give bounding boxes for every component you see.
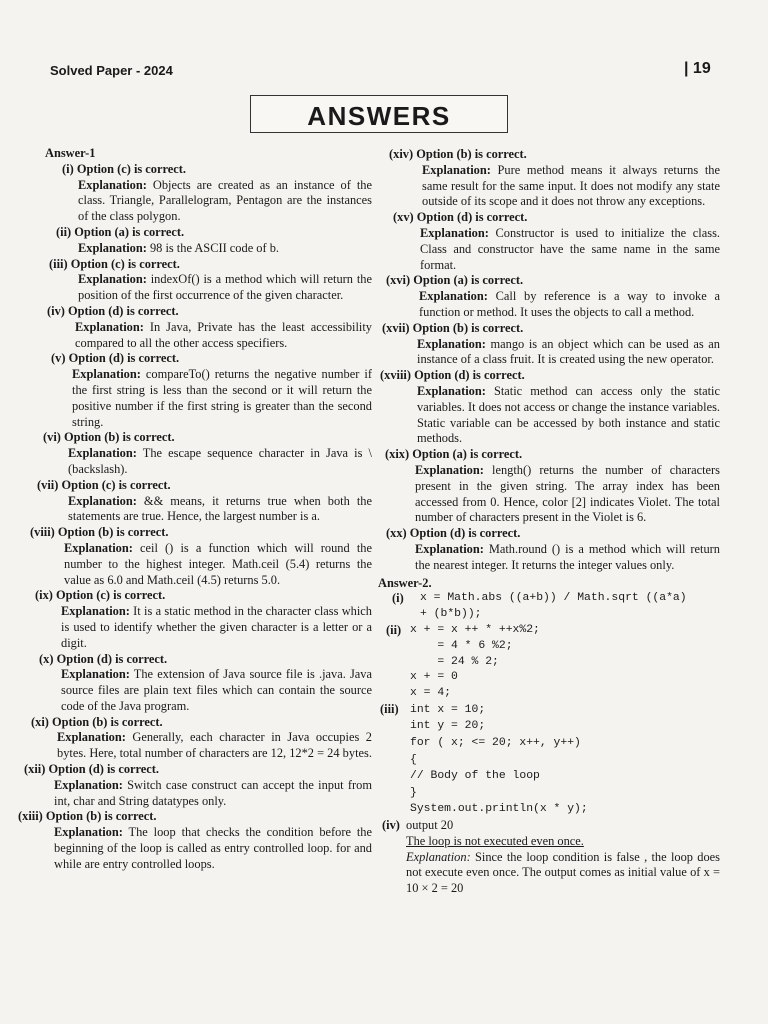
answers-title-box xyxy=(250,95,508,133)
item-number: (x) xyxy=(39,651,54,666)
explanation-label: Explanation: xyxy=(75,319,144,334)
option-text: Option (d) is correct. xyxy=(414,368,525,383)
item-number: (xix) xyxy=(385,447,410,462)
option-text: Option (c) is correct. xyxy=(70,256,180,271)
item-number: (i) xyxy=(62,161,74,176)
page-title: ANSWERS xyxy=(307,101,451,131)
code-line: x + = 0 xyxy=(410,671,458,684)
option-text: Option (a) is correct. xyxy=(412,447,523,462)
item-number: (xiv) xyxy=(389,147,414,161)
explanation-text: length() returns the number of characters present in the given string. The array index has been accessed from 0. Hence, color [2] indicates Violet. The total number of characters present in the Violet is 6. xyxy=(415,462,720,525)
option-text: Option (b) is correct. xyxy=(52,714,163,729)
explanation-text: The loop that checks the condition before the beginning of the loop is called as entry controlled loop. for and while are entry controlled loops. xyxy=(54,825,372,871)
answer-2-iii xyxy=(380,702,720,818)
explanation-text: Math.round () is a method which will return the nearest integer. It returns the integer values only. xyxy=(415,541,720,572)
explanation-text: Call by reference is a way to invoke a function or method. It uses the objects to call a method. xyxy=(419,289,720,319)
option-text: Option (c) is correct. xyxy=(76,161,186,176)
item-number: (vii) xyxy=(37,477,59,492)
option-text: Option (b) is correct. xyxy=(45,809,157,824)
explanation-label: Explanation: xyxy=(61,604,130,619)
option-text: Option (d) is correct. xyxy=(409,526,521,541)
code-line: } xyxy=(410,786,417,799)
item-number: (ix) xyxy=(35,588,53,603)
explanation-text: The escape sequence character in Java is \ (backslash). xyxy=(68,446,372,476)
explanation-label: Explanation: xyxy=(422,162,491,177)
answer-1-heading: Answer-1 xyxy=(45,146,96,160)
explanation-label: Explanation: xyxy=(54,777,123,792)
answer-2-heading: Answer-2. xyxy=(378,575,432,590)
answer-item xyxy=(20,257,372,304)
code-line: x = Math.abs ((a+b)) / Math.sqrt ((a*a) xyxy=(420,592,687,605)
code-line: // Body of the loop xyxy=(410,770,540,783)
explanation-label: Explanation: xyxy=(415,541,484,556)
item-number: (xiii) xyxy=(18,809,43,824)
explanation-text: indexOf() is a method which will return the position of the first occurrence of the given character. xyxy=(78,272,372,303)
item-number: (i) xyxy=(392,591,404,606)
explanation-text: compareTo() returns the negative number if the first string is less than the second or it will return the positive number if the first string is greater than the second string. xyxy=(72,367,372,429)
explanation-text: Generally, each character in Java occupies 2 bytes. Here, total number of characters are 12, 12*2 = 24 bytes. xyxy=(57,730,372,761)
explanation-label: Explanation: xyxy=(419,289,488,304)
code-line: int y = 20; xyxy=(410,720,486,733)
explanation-text: ceil () is a function which will round the number to the highest integer. Math.ceil (5.4) returns the value as 6.0 and Math.ceil (4.5) returns 5.0. xyxy=(64,540,372,587)
item-number: (xii) xyxy=(24,762,46,777)
answer-item xyxy=(378,210,720,273)
code-line: x = 4; xyxy=(410,687,452,700)
explanation-label: Explanation: xyxy=(61,667,130,682)
option-text: Option (b) is correct. xyxy=(64,430,175,445)
explanation-text: Since the loop condition is false , the loop does not execute even once. The output comes as initial value of x = 10 × 2 = 20 xyxy=(406,849,720,896)
explanation-label: Explanation: xyxy=(68,446,137,461)
item-number: (xvii) xyxy=(382,320,410,335)
explanation-text: Pure method means it always returns the same result for the same input. It does not modify any state outside of its scope and it does not throw any exceptions. xyxy=(422,162,720,209)
explanation-text: Static method can access only the static variables. It does not access or change the instance variables. Static variable can be accessed by both instance and static methods. xyxy=(417,383,720,446)
answer-item xyxy=(20,304,372,351)
answer-2-iv xyxy=(382,818,720,897)
answer-item xyxy=(20,525,372,588)
item-number: (iv) xyxy=(47,303,65,318)
explanation-text: Switch case construct can accept the input from int, char and String datatypes only. xyxy=(54,777,372,808)
item-number: (ii) xyxy=(386,622,402,637)
answer-item xyxy=(378,368,720,447)
answer-item xyxy=(378,147,720,210)
code-line: for ( x; <= 20; x++, y++) xyxy=(410,737,581,750)
answer-item xyxy=(20,588,372,651)
answer-item xyxy=(20,478,372,525)
answer-item xyxy=(20,162,372,225)
option-text: Option (d) is correct. xyxy=(416,210,528,225)
code-line: { xyxy=(410,753,417,766)
code-line: + (b*b)); xyxy=(420,608,482,621)
item-number: (xviii) xyxy=(380,368,411,383)
item-number: (xx) xyxy=(386,526,407,541)
item-number: (xvi) xyxy=(386,273,411,288)
item-number: (xv) xyxy=(393,210,414,225)
explanation-label: Explanation: xyxy=(415,462,484,477)
answer-item xyxy=(378,526,720,573)
explanation-label: Explanation: xyxy=(78,240,147,255)
explanation-text: In Java, Private has the least accessibility compared to all the other access specifiers. xyxy=(75,319,372,350)
explanation-label: Explanation: xyxy=(72,367,141,382)
underlined-statement: The loop is not executed even once. xyxy=(406,833,584,848)
running-header: Solved Paper - 2024 xyxy=(50,63,173,78)
option-text: Option (a) is correct. xyxy=(413,273,524,288)
option-text: Option (b) is correct. xyxy=(57,525,169,540)
item-number: (xi) xyxy=(31,714,49,729)
explanation-label: Explanation: xyxy=(417,336,486,351)
item-number: (ii) xyxy=(56,224,72,239)
explanation-label: Explanation: xyxy=(54,825,123,840)
item-number: (iv) xyxy=(382,818,400,833)
option-text: Option (d) is correct. xyxy=(48,762,160,777)
explanation-label: Explanation: xyxy=(68,493,137,508)
item-number: (iii) xyxy=(380,701,399,716)
option-text: Option (b) is correct. xyxy=(412,320,524,335)
option-text: Option (c) is correct. xyxy=(61,477,171,492)
code-line: x + = x ++ * ++x%2; xyxy=(410,623,540,636)
explanation-text: mango is an object which can be used as an instance of a class fruit. It is created using the new operator. xyxy=(417,336,720,367)
explanation-text: The extension of Java source file is .java. Java source files are plain text files which can contain the source code of the Java program. xyxy=(61,667,372,713)
output-text: output 20 xyxy=(406,818,454,833)
option-text: Option (d) is correct. xyxy=(68,351,180,366)
answer-item xyxy=(20,652,372,715)
item-number: (v) xyxy=(51,351,66,366)
item-number: (vi) xyxy=(43,430,61,445)
code-line: = 4 * 6 %2; xyxy=(410,639,513,652)
option-text: Option (b) is correct. xyxy=(416,147,527,161)
right-column xyxy=(378,147,720,897)
item-number: (iii) xyxy=(49,256,68,271)
answer-item xyxy=(378,321,720,368)
option-text: Option (d) is correct. xyxy=(56,651,168,666)
code-line: System.out.println(x * y); xyxy=(410,803,588,816)
explanation-text: && means, it returns true when both the statements are true. Hence, the largest number is a. xyxy=(68,493,372,524)
answer-item xyxy=(378,447,720,526)
answer-item xyxy=(20,430,372,477)
explanation-label: Explanation: xyxy=(406,849,471,864)
explanation-label: Explanation: xyxy=(420,225,489,240)
option-text: Option (c) is correct. xyxy=(56,588,166,603)
answer-item xyxy=(20,351,372,430)
explanation-text: Objects are created as an instance of the class. Triangle, Parallelogram, Pentagon are the instances of the class polygon. xyxy=(78,177,372,224)
item-number: (viii) xyxy=(30,525,55,540)
code-line: int x = 10; xyxy=(410,703,486,716)
explanation-label: Explanation: xyxy=(78,177,147,192)
explanation-text: Constructor is used to initialize the class. Class and constructor have the same name in the same format. xyxy=(420,225,720,272)
explanation-label: Explanation: xyxy=(78,272,147,287)
answer-item xyxy=(20,762,372,809)
explanation-label: Explanation: xyxy=(64,540,133,555)
explanation-text: 98 is the ASCII code of b. xyxy=(146,240,280,255)
option-text: Option (a) is correct. xyxy=(74,224,185,239)
left-column xyxy=(20,146,372,873)
answer-item xyxy=(378,273,720,320)
answer-item xyxy=(20,715,372,762)
answer-2-ii xyxy=(386,623,720,702)
page-number: | 19 xyxy=(684,60,711,77)
explanation-label: Explanation: xyxy=(417,383,486,398)
code-line: = 24 % 2; xyxy=(410,655,499,668)
answer-item xyxy=(20,809,372,872)
answer-2-i xyxy=(392,591,720,623)
explanation-text: It is a static method in the character class which is used to identify whether the given character is a letter or a digit. xyxy=(61,604,372,650)
explanation-label: Explanation: xyxy=(57,730,126,745)
answer-item xyxy=(20,225,372,257)
option-text: Option (d) is correct. xyxy=(68,303,179,318)
